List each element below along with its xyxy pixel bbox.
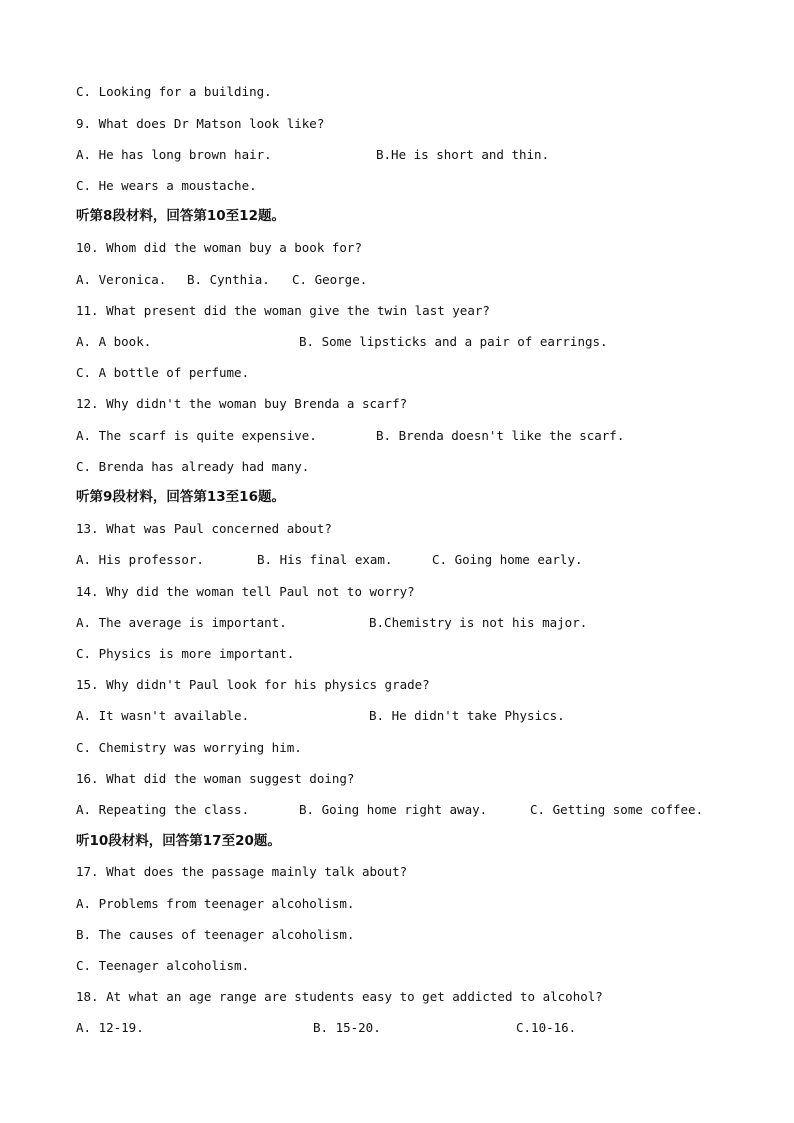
question-17: 17. What does the passage mainly talk about? [76, 864, 408, 879]
question-16: 16. What did the woman suggest doing? [76, 771, 355, 786]
option-18a: A. 12-19. [76, 1020, 144, 1035]
option-17c: C. Teenager alcoholism. [76, 958, 250, 973]
option-18b: B. 15-20. [313, 1020, 381, 1035]
option-12b: B. Brenda doesn't like the scarf. [376, 428, 625, 443]
option-11b: B. Some lipsticks and a pair of earrings. [299, 334, 608, 349]
option-18c: C.10-16. [516, 1020, 577, 1035]
option-11a: A. A book. [76, 334, 152, 349]
section-heading-9: 听第9段材料，回答第13至16题。 [76, 489, 285, 505]
option-12a: A. The scarf is quite expensive. [76, 428, 317, 443]
question-14: 14. Why did the woman tell Paul not to worry? [76, 584, 415, 599]
question-18: 18. At what an age range are students easy to get addicted to alcohol? [76, 989, 603, 1004]
option-14b: B.Chemistry is not his major. [369, 615, 588, 630]
option-10b: B. Cynthia. [187, 272, 270, 287]
option-9a: A. He has long brown hair. [76, 147, 272, 162]
option-15b: B. He didn't take Physics. [369, 708, 565, 723]
option-17b: B. The causes of teenager alcoholism. [76, 927, 355, 942]
question-13: 13. What was Paul concerned about? [76, 521, 332, 536]
option-10a: A. Veronica. [76, 272, 167, 287]
question-15: 15. Why didn't Paul look for his physics grade? [76, 677, 430, 692]
option-9b: B.He is short and thin. [376, 147, 550, 162]
option-13a: A. His professor. [76, 552, 204, 567]
option-14c: C. Physics is more important. [76, 646, 295, 661]
option-16c: C. Getting some coffee. [530, 802, 704, 817]
option-9c: C. He wears a moustache. [76, 178, 257, 193]
option-14a: A. The average is important. [76, 615, 287, 630]
option-13b: B. His final exam. [257, 552, 393, 567]
question-12: 12. Why didn't the woman buy Brenda a scarf? [76, 396, 408, 411]
question-9: 9. What does Dr Matson look like? [76, 116, 325, 131]
section-heading-8: 听第8段材料，回答第10至12题。 [76, 208, 285, 224]
option-17a: A. Problems from teenager alcoholism. [76, 896, 355, 911]
section-heading-10: 听10段材料，回答第17至20题。 [76, 833, 281, 849]
option-8c: C. Looking for a building. [76, 84, 272, 99]
option-13c: C. Going home early. [432, 552, 583, 567]
question-11: 11. What present did the woman give the twin last year? [76, 303, 490, 318]
option-12c: C. Brenda has already had many. [76, 459, 310, 474]
option-16b: B. Going home right away. [299, 802, 488, 817]
question-10: 10. Whom did the woman buy a book for? [76, 240, 362, 255]
option-11c: C. A bottle of perfume. [76, 365, 250, 380]
option-10c: C. George. [292, 272, 368, 287]
option-15a: A. It wasn't available. [76, 708, 250, 723]
option-16a: A. Repeating the class. [76, 802, 250, 817]
option-15c: C. Chemistry was worrying him. [76, 740, 302, 755]
